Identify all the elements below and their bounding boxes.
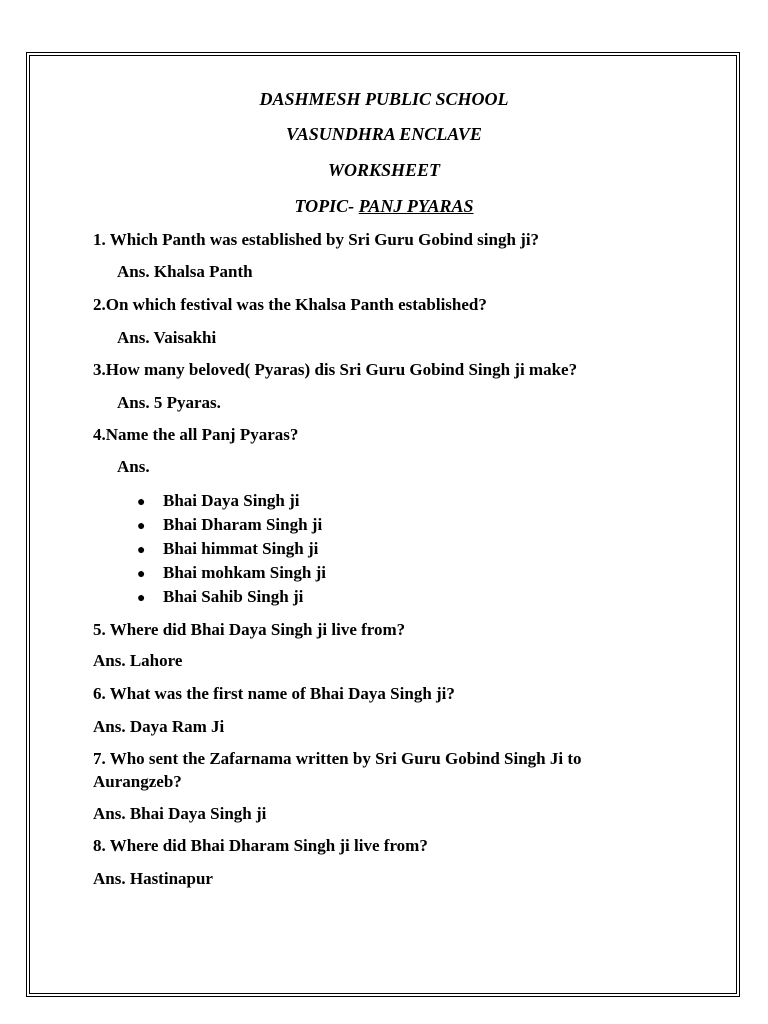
question-7-line-1: 7. Who sent the Zafarnama written by Sri Guru Gobind Singh Ji to [93, 749, 582, 768]
answer-2: Ans. Vaisakhi [117, 328, 217, 347]
list-item: ● Bhai Dharam Singh ji [137, 515, 322, 537]
answer-7: Ans. Bhai Daya Singh ji [93, 804, 267, 823]
list-item: ● Bhai Daya Singh ji [137, 491, 300, 513]
answer-4: Ans. [117, 457, 150, 476]
bullet-icon: ● [137, 591, 146, 606]
answer-6: Ans. Daya Ram Ji [93, 717, 225, 736]
question-1: 1. Which Panth was established by Sri Guru Gobind singh ji? [93, 230, 540, 249]
question-4: 4.Name the all Panj Pyaras? [93, 425, 299, 444]
list-item: ● Bhai mohkam Singh ji [137, 563, 326, 585]
answer-5: Ans. Lahore [93, 651, 183, 670]
bullet-icon: ● [137, 519, 146, 534]
question-3: 3.How many beloved( Pyaras) dis Sri Guru Gobind Singh ji make? [93, 360, 578, 379]
question-2: 2.On which festival was the Khalsa Panth established? [93, 295, 487, 314]
list-item: ● Bhai Sahib Singh ji [137, 587, 303, 609]
document-type: WORKSHEET [327, 160, 441, 180]
bullet-icon: ● [137, 543, 146, 558]
answer-3: Ans. 5 Pyaras. [117, 393, 221, 412]
question-7-line-2: Aurangzeb? [93, 772, 182, 791]
topic-heading [0, 196, 768, 216]
question-6: 6. What was the first name of Bhai Daya Singh ji? [93, 684, 455, 703]
school-name: DASHMESH PUBLIC SCHOOL [259, 89, 509, 109]
bullet-icon: ● [137, 567, 146, 582]
question-5: 5. Where did Bhai Daya Singh ji live from? [93, 620, 406, 639]
topic-title: PANJ PYARAS [358, 196, 474, 216]
list-item: ● Bhai himmat Singh ji [137, 539, 318, 561]
answer-1: Ans. Khalsa Panth [117, 262, 253, 281]
answer-8: Ans. Hastinapur [93, 869, 213, 888]
bullet-icon: ● [137, 495, 146, 510]
school-location: VASUNDHRA ENCLAVE [286, 124, 482, 144]
topic-prefix: TOPIC- [294, 196, 359, 216]
question-8: 8. Where did Bhai Dharam Singh ji live from? [93, 836, 428, 855]
